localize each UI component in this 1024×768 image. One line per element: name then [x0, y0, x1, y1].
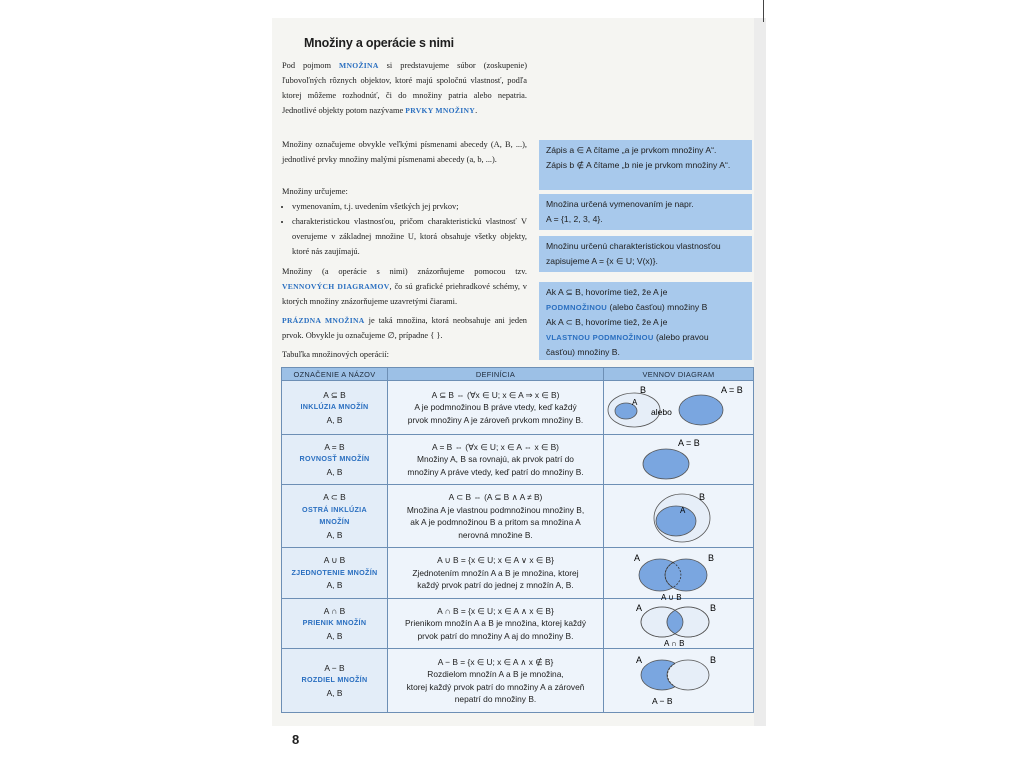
- definition-text: prvok množiny A je zároveň prvkom množiny B.: [407, 414, 584, 425]
- subset-line-1: Ak A ⊆ B, hovoríme tiež, že A je: [546, 287, 668, 297]
- definition-text: ak A je podmnožinou B a pritom sa množina A: [410, 517, 581, 527]
- definition-formula: A ⊂ B ⇔ (A ⊆ B ∧ A ≠ B): [448, 492, 543, 502]
- definition-text: nepatrí do množiny B.: [454, 694, 537, 704]
- header-definition: DEFINÍCIA: [388, 368, 604, 381]
- table-label: Tabuľka množinových operácií:: [282, 350, 390, 359]
- op-name-cell: [282, 649, 388, 713]
- op-symbol: A ⊆ B: [323, 389, 346, 400]
- empty-set-paragraph: [282, 313, 527, 343]
- empty-set-text: je taká množina, ktorá neobsahuje ani jeden prvok. Obvykle ju označujeme ∅, prípadne { }.: [282, 316, 527, 340]
- venn-label-a: A: [636, 602, 643, 613]
- op-definition-cell: [388, 548, 604, 599]
- op-symbol: A = B: [324, 441, 345, 452]
- venn-label-a: A: [634, 553, 641, 563]
- op-args: A, B: [326, 580, 343, 591]
- intro-text-1: Pod pojmom: [282, 61, 339, 70]
- op-definition-cell: [388, 599, 604, 649]
- definition-formula: A ⊆ B ⇔ (∀x ∈ U; x ∈ A ⇒ x ∈ B): [431, 389, 560, 400]
- venn-cell: [604, 548, 754, 602]
- venn-label-a: A: [636, 654, 643, 665]
- venn-cell: [604, 485, 754, 548]
- venn-label-a: A: [680, 506, 686, 515]
- op-name: MNOŽÍN: [319, 517, 350, 526]
- op-name-cell: [282, 599, 388, 649]
- set-operations-table: [281, 367, 754, 713]
- definition-text: každý prvok patrí do jednej z množín A, B.: [417, 580, 574, 591]
- strict-inclusion-venn-diagram: [604, 486, 754, 546]
- definition-text: množiny A práve vtedy, keď patrí do množiny B.: [407, 466, 584, 477]
- membership-box: [539, 140, 752, 190]
- difference-venn-diagram: [604, 651, 754, 711]
- equality-venn-diagram: [604, 436, 754, 484]
- page-number: 8: [292, 732, 300, 747]
- page-divider-line: [763, 0, 764, 22]
- page-title: Množiny a operácie s nimi: [304, 36, 454, 50]
- determine-paragraph: [282, 184, 527, 259]
- table-row: [282, 485, 754, 548]
- table-row: [282, 649, 754, 713]
- op-symbol: A ∩ B: [323, 605, 346, 616]
- definition-text: prvok patrí do množiny A aj do množiny B.: [417, 630, 574, 641]
- definition-text: Množina A je vlastnou podmnožinou množiny B,: [406, 504, 585, 515]
- table-row: [282, 435, 754, 485]
- op-args: A, B: [326, 529, 343, 540]
- set-a-ellipse: [656, 506, 696, 536]
- list-item: • charakteristickou vlastnosťou, pričom charakteristickú vlastnosť V overujeme v základnej množine U, ktorá obsahuje všetky objekty, ktoré nás zaujímajú.: [292, 214, 527, 259]
- venn-cell: [604, 649, 754, 713]
- definition-formula: A − B = {x ∈ U; x ∈ A ∧ x ∉ B}: [437, 656, 554, 667]
- property-box: [539, 236, 752, 272]
- intro-text-2: si predstavujeme súbor (zoskupenie) ľubovoľných rôznych objektov, ktoré majú spoločnú vlastnosť, podľa ktorej môžeme rozhodnúť, či do množiny patria alebo nepatria. Jednotlivé objekty potom nazývame: [282, 61, 527, 115]
- intersection-venn-diagram: [604, 600, 754, 648]
- adjacent-page-edge: [754, 18, 766, 726]
- membership-line-2: Zápis b ∉ A čítame „b nie je prvkom množiny A“.: [546, 159, 731, 170]
- keyword-mnozina: MNOŽINA: [338, 61, 379, 70]
- venn-label-b: B: [710, 602, 717, 613]
- op-args: A, B: [326, 414, 343, 425]
- op-name: OSTRÁ INKLÚZIA: [302, 504, 367, 514]
- definition-text: Rozdielom množín A a B je množina,: [427, 669, 564, 679]
- venn-label-b: B: [708, 553, 715, 563]
- definition-formula: A ∩ B = {x ∈ U; x ∈ A ∧ x ∈ B}: [437, 605, 554, 616]
- keyword-vennove-diagramy: VENNOVÝCH DIAGRAMOV: [282, 282, 390, 291]
- equal-sets-ellipse: [643, 449, 689, 479]
- op-args: A, B: [326, 687, 343, 698]
- op-symbol: A ∪ B: [323, 555, 346, 566]
- venn-cell: [604, 381, 754, 435]
- subset-box: [539, 282, 752, 360]
- keyword-prazdna-mnozina: PRÁZDNA MNOŽINA: [282, 316, 365, 325]
- definition-text: A je podmnožinou B práve vtedy, keď každý: [414, 402, 577, 413]
- union-venn-diagram: [604, 549, 754, 602]
- venn-paragraph: [282, 264, 527, 309]
- subset-line-2-text: (alebo časťou) množiny B: [607, 301, 708, 312]
- venn-label-eq: A = B: [721, 384, 743, 395]
- definition-text: nerovná množine B.: [458, 529, 533, 540]
- op-symbol: A ⊂ B: [323, 492, 346, 502]
- subset-line-4: [546, 330, 745, 346]
- definition-formula: A ∪ B = {x ∈ U; x ∈ A ∨ x ∈ B}: [437, 555, 554, 566]
- venn-label-op: A − B: [652, 695, 673, 706]
- venn-label-eq: A = B: [678, 437, 700, 448]
- subset-line-5: časťou) množiny B.: [546, 347, 620, 357]
- op-name-cell: [282, 548, 388, 599]
- list-item: • vymenovaním, t.j. uvedením všetkých jej prvkov;: [292, 199, 527, 214]
- venn-label-a: A: [632, 397, 638, 407]
- enumerated-line-2: A = {1, 2, 3, 4}.: [546, 213, 603, 224]
- equal-sets-ellipse: [679, 395, 723, 425]
- enumerated-box: [539, 194, 752, 230]
- op-name-cell: [282, 381, 388, 435]
- property-line-2: zapisujeme A = {x ∈ U; V(x)}.: [546, 255, 658, 266]
- op-name: PRIENIK MNOŽÍN: [302, 618, 367, 628]
- definition-text: Množiny A, B sa rovnajú, ak prvok patrí do: [417, 454, 574, 465]
- subset-line-2: [546, 300, 745, 316]
- op-symbol: A − B: [324, 662, 345, 673]
- op-args: A, B: [326, 630, 343, 641]
- keyword-vlastna-podmnozina: VLASTNOU PODMNOŽINOU: [546, 332, 654, 342]
- venn-label-op: A ∩ B: [664, 638, 685, 648]
- venn-label-b: B: [710, 654, 717, 665]
- op-name: INKLÚZIA MNOŽÍN: [300, 402, 369, 412]
- header-venn: VENNOV DIAGRAM: [604, 368, 754, 381]
- table-row: [282, 599, 754, 649]
- intro-paragraph: [282, 58, 527, 118]
- venn-cell: [604, 599, 754, 649]
- subset-line-3: Ak A ⊂ B, hovoríme tiež, že A je: [546, 317, 668, 327]
- notation-paragraph: Množiny označujeme obvykle veľkými písmenami abecedy (A, B, ...), jednotlivé prvky množiny malými písmenami abecedy (a, b, ...).: [282, 140, 527, 164]
- keyword-podmnozina: PODMNOŽINOU: [546, 302, 608, 312]
- enumerated-line-1: Množina určená vymenovaním je napr.: [546, 199, 694, 209]
- venn-label-or: alebo: [651, 406, 672, 417]
- definition-text: ktorej každý prvok patrí do množiny A a zároveň: [406, 681, 585, 692]
- property-line-1: Množinu určenú charakteristickou vlastnosťou: [546, 241, 721, 251]
- determine-lead: Množiny určujeme:: [282, 187, 348, 196]
- op-name: ROZDIEL MNOŽÍN: [301, 675, 368, 685]
- venn-cell: [604, 435, 754, 485]
- table-row: [282, 381, 754, 435]
- op-definition-cell: [388, 435, 604, 485]
- definition-text: Zjednotením množín A a B je množina, ktorej: [412, 567, 579, 578]
- determine-list: [282, 199, 527, 259]
- inclusion-venn-diagram: [604, 383, 754, 433]
- venn-text-2: , čo sú grafické priehradkové schémy, v ktorých množiny znázorňujeme uzavretými čiarami.: [282, 282, 527, 306]
- definition-text: Prienikom množín A a B je množina, ktorej každý: [404, 618, 587, 629]
- venn-label-op: A ∪ B: [661, 593, 682, 602]
- table-header-row: [282, 368, 754, 381]
- venn-text-1: Množiny (a operácie s nimi) znázorňujeme pomocou tzv.: [282, 267, 527, 276]
- header-name: OZNAČENIE A NÁZOV: [282, 368, 388, 381]
- venn-label-b: B: [699, 492, 706, 502]
- op-definition-cell: [388, 381, 604, 435]
- definition-formula: A = B ⇔ (∀x ∈ U; x ∈ A ⇔ x ∈ B): [432, 441, 559, 452]
- op-definition-cell: [388, 649, 604, 713]
- intro-text-3: .: [475, 106, 478, 115]
- table-row: [282, 548, 754, 599]
- op-args: A, B: [326, 466, 343, 477]
- membership-line-1: Zápis a ∈ A čítame „a je prvkom množiny A“.: [546, 145, 717, 155]
- op-name-cell: [282, 435, 388, 485]
- op-name-cell: [282, 485, 388, 548]
- op-name: ROVNOSŤ MNOŽÍN: [299, 454, 370, 464]
- keyword-prvky-mnoziny: PRVKY MNOŽINY: [405, 106, 476, 115]
- venn-label-b: B: [640, 384, 647, 395]
- subset-line-4-text: (alebo pravou: [653, 331, 709, 342]
- op-definition-cell: [388, 485, 604, 548]
- op-name: ZJEDNOTENIE MNOŽÍN: [291, 567, 378, 577]
